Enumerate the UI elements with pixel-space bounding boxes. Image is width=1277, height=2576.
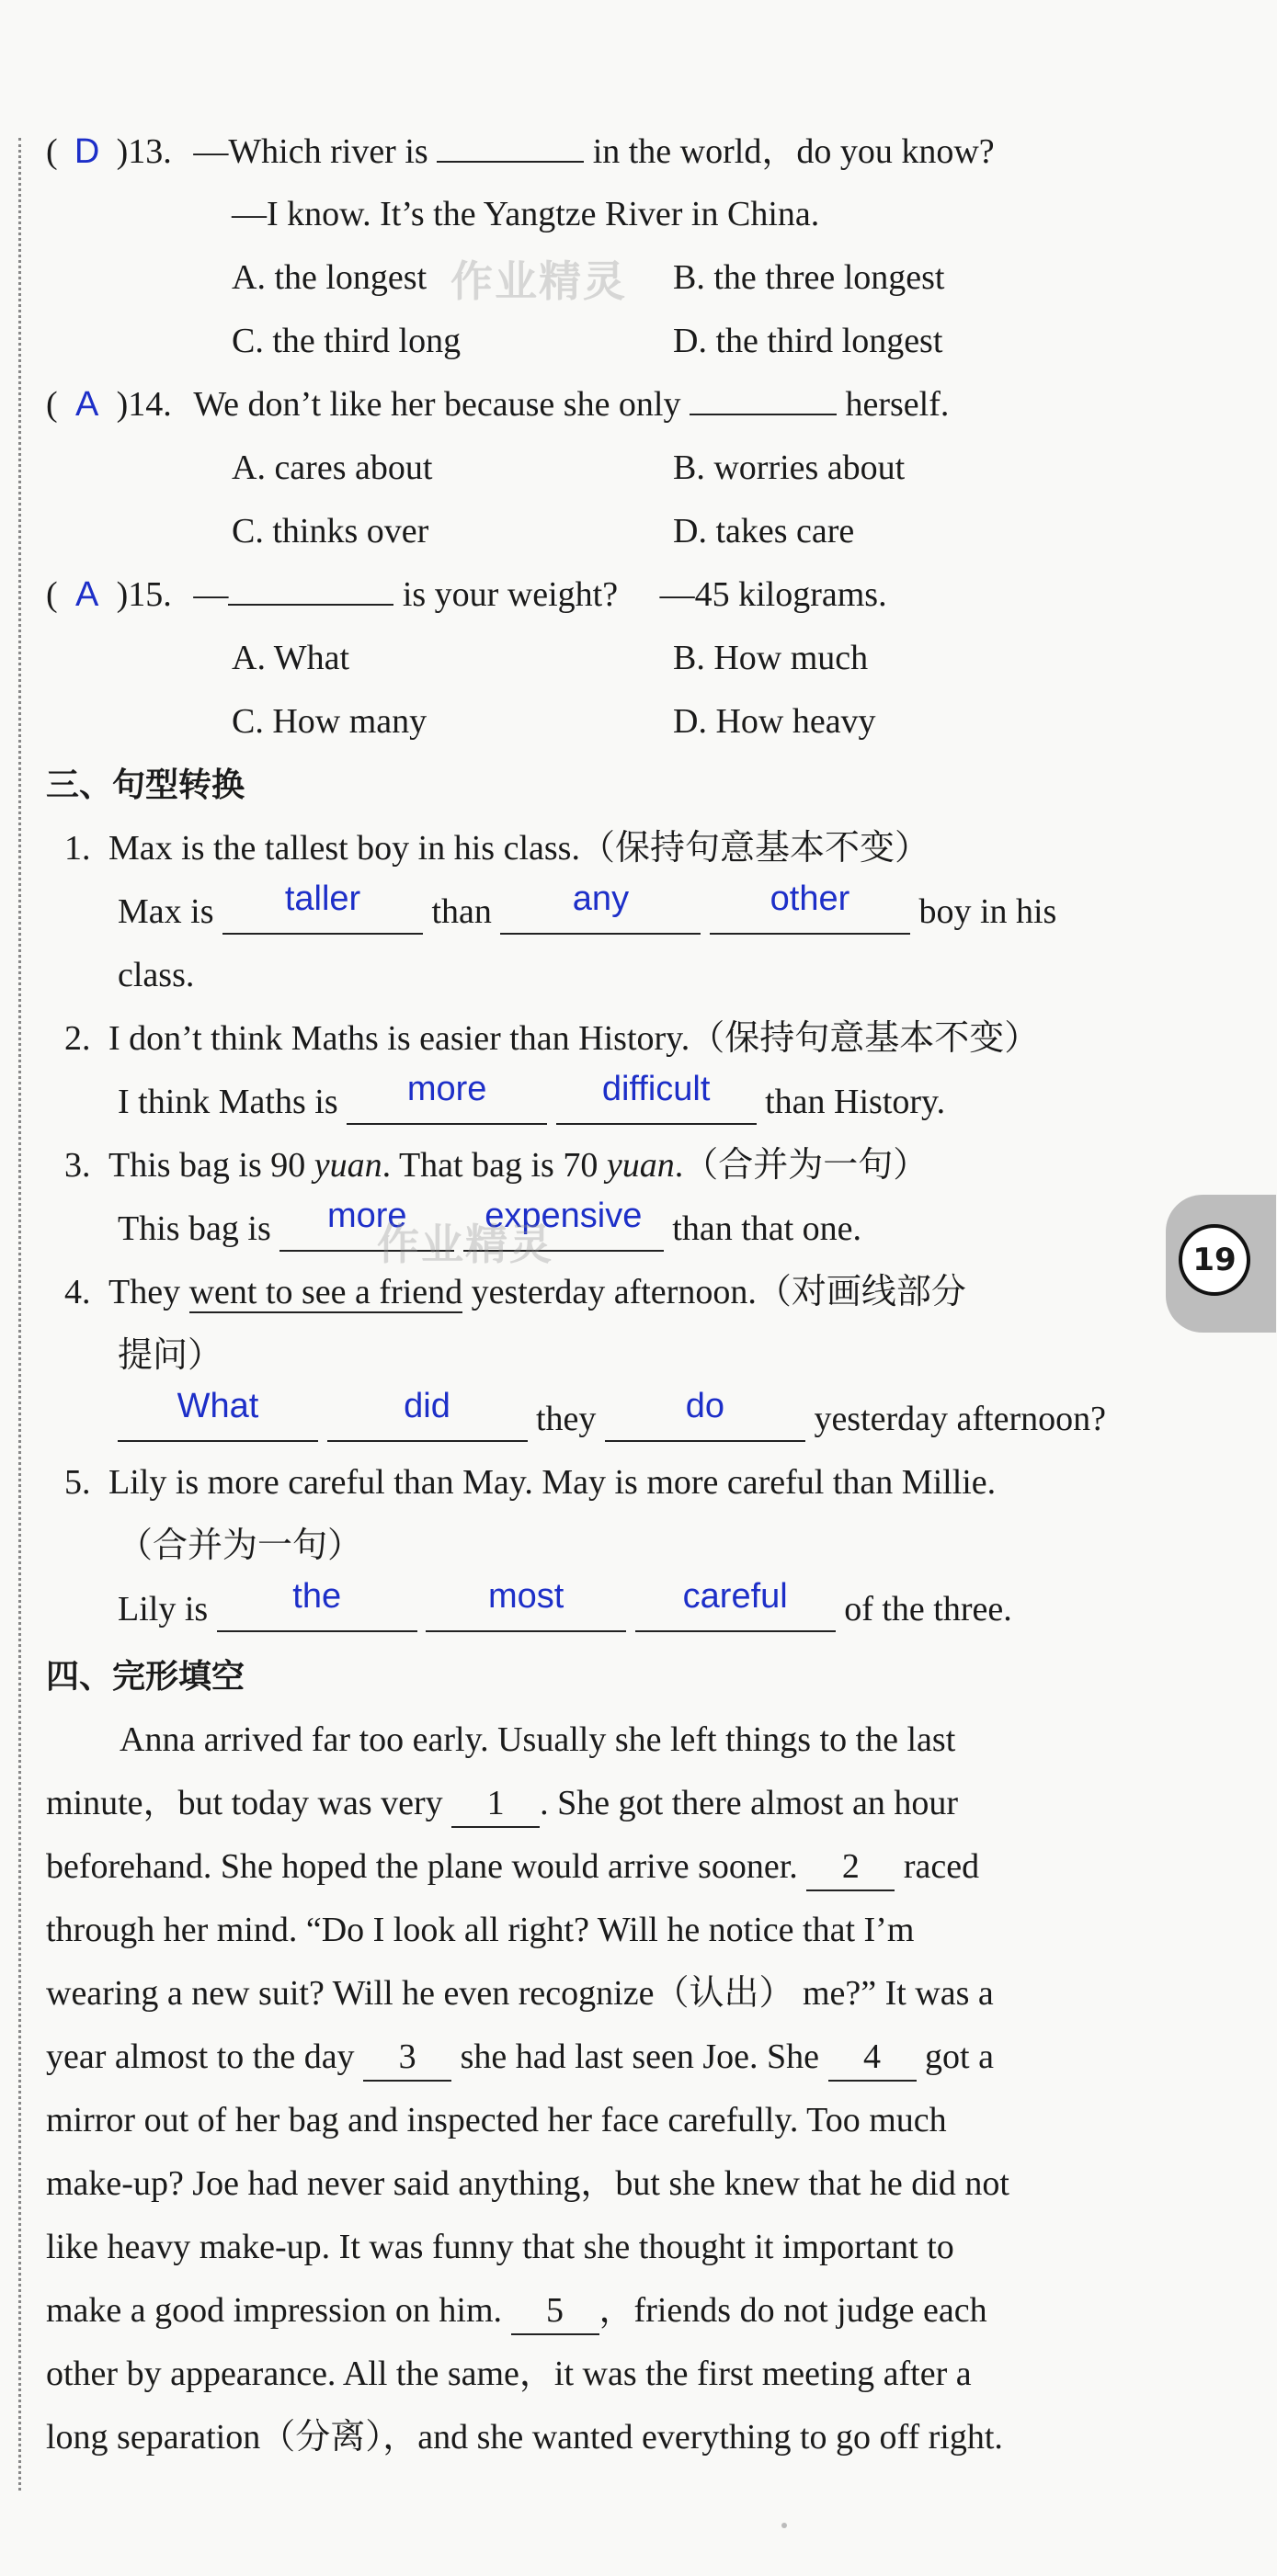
- q14-option-b: B. worries about: [673, 448, 906, 487]
- q14-option-c: C. thinks over: [232, 512, 429, 550]
- section-4-title: 四、完形填空: [46, 1658, 245, 1696]
- q15-blank: [228, 600, 393, 606]
- transform-5-question: 5. Lily is more careful than May. May is more careful than Millie.: [64, 1463, 997, 1502]
- passage-line-12: long separation（分离），and she wanted everything to go off right.: [46, 2418, 1003, 2457]
- q15-option-d: D. How heavy: [673, 702, 876, 741]
- decorative-dot: [781, 2523, 787, 2528]
- transform-5-answer: Lily is the most careful of the three.: [118, 1586, 1012, 1632]
- transform-5-cont: （合并为一句）: [118, 1526, 363, 1565]
- blank-1a: taller: [222, 894, 423, 935]
- watermark-logo: 作业精灵: [450, 256, 627, 306]
- cloze-blank-2: 2: [806, 1844, 895, 1891]
- passage-line-3: beforehand. She hoped the plane would arrive sooner. 2 raced: [46, 1844, 979, 1891]
- q14-answer: A: [74, 385, 99, 424]
- passage-line-4: through her mind. “Do I look all right? Will he notice that I’m: [46, 1911, 915, 1949]
- passage-line-8: make-up? Joe had never said anything，but she knew that he did not: [46, 2164, 1009, 2203]
- passage-line-7: mirror out of her bag and inspected her face carefully. Too much: [46, 2101, 947, 2139]
- blank-4a: What: [118, 1401, 318, 1442]
- q13-option-d: D. the third longest: [673, 322, 943, 360]
- passage-line-6: year almost to the day 3 she had last seen Joe. She 4 got a: [46, 2034, 994, 2082]
- q13-reply: —I know. It’s the Yangtze River in China.: [232, 195, 820, 233]
- blank-1b: any: [500, 894, 701, 935]
- question-15: ( A )15. — is your weight? —45 kilograms.: [46, 572, 887, 618]
- q14-option-d: D. takes care: [673, 512, 855, 550]
- blank-5c: careful: [635, 1592, 836, 1632]
- cloze-blank-4: 4: [828, 2034, 917, 2082]
- passage-line-9: like heavy make-up. It was funny that she thought it important to: [46, 2228, 954, 2266]
- passage-line-1: Anna arrived far too early. Usually she left things to the last: [120, 1720, 956, 1759]
- q13-blank: [437, 157, 584, 163]
- transform-4-cont: 提问）: [118, 1336, 223, 1375]
- transform-2-answer: I think Maths is more difficult than History.: [118, 1079, 945, 1125]
- q13-option-c: C. the third long: [232, 322, 462, 360]
- q13-option-a: A. the longest: [232, 258, 428, 297]
- transform-2-question: 2. I don’t think Maths is easier than History.（保持句意基本不变）: [64, 1019, 1040, 1058]
- page-number: 19: [1179, 1224, 1250, 1296]
- q15-option-c: C. How many: [232, 702, 428, 741]
- question-14: ( A )14. We don’t like her because she only herself.: [46, 381, 949, 427]
- q15-option-b: B. How much: [673, 639, 869, 677]
- blank-2a: more: [347, 1084, 547, 1125]
- cloze-blank-1: 1: [451, 1780, 540, 1828]
- underlined-phrase: went to see a friend: [188, 1273, 463, 1311]
- question-13: ( D )13. —Which river is in the world，do you know?: [46, 129, 995, 175]
- transform-4-answer: What did they do yesterday afternoon?: [118, 1396, 1106, 1442]
- section-3-title: 三、句型转换: [46, 766, 245, 804]
- transform-3-answer: This bag is more expensive than that one.: [118, 1206, 861, 1252]
- q13-option-b: B. the three longest: [673, 258, 945, 297]
- watermark-logo: 作业精灵: [377, 1220, 553, 1269]
- blank-4c: do: [605, 1401, 805, 1442]
- q13-answer: D: [74, 132, 100, 171]
- transform-1-question: 1. Max is the tallest boy in his class.（保持句意基本不变）: [64, 829, 929, 868]
- q14-blank: [690, 410, 837, 415]
- passage-line-11: other by appearance. All the same，it was the first meeting after a: [46, 2355, 972, 2393]
- cloze-blank-3: 3: [363, 2034, 451, 2082]
- transform-1-cont: class.: [118, 956, 195, 994]
- blank-1c: other: [710, 894, 910, 935]
- blank-5a: the: [217, 1592, 417, 1632]
- transform-3-question: 3. This bag is 90 yuan. That bag is 70 yuan.（合并为一句）: [64, 1146, 929, 1185]
- passage-line-2: minute，but today was very 1 . She got there almost an hour: [46, 1780, 958, 1828]
- blank-5b: most: [426, 1592, 626, 1632]
- passage-line-5: wearing a new suit? Will he even recognize（认出） me?” It was a: [46, 1974, 994, 2013]
- cloze-blank-5: 5: [511, 2287, 599, 2335]
- blank-3a: more: [279, 1211, 454, 1252]
- transform-4-question: 4. They went to see a friend yesterday afternoon.（对画线部分: [64, 1273, 966, 1311]
- binding-dashed-line: [18, 138, 21, 2491]
- blank-2b: difficult: [556, 1084, 757, 1125]
- transform-1-answer: Max is taller than any other boy in his: [118, 889, 1056, 935]
- q14-option-a: A. cares about: [232, 448, 433, 487]
- blank-3b: expensive: [463, 1211, 664, 1252]
- blank-4b: did: [327, 1401, 528, 1442]
- passage-line-10: make a good impression on him. 5 ，friends do not judge each: [46, 2287, 987, 2335]
- q15-option-a: A. What: [232, 639, 350, 677]
- q15-answer: A: [74, 575, 99, 614]
